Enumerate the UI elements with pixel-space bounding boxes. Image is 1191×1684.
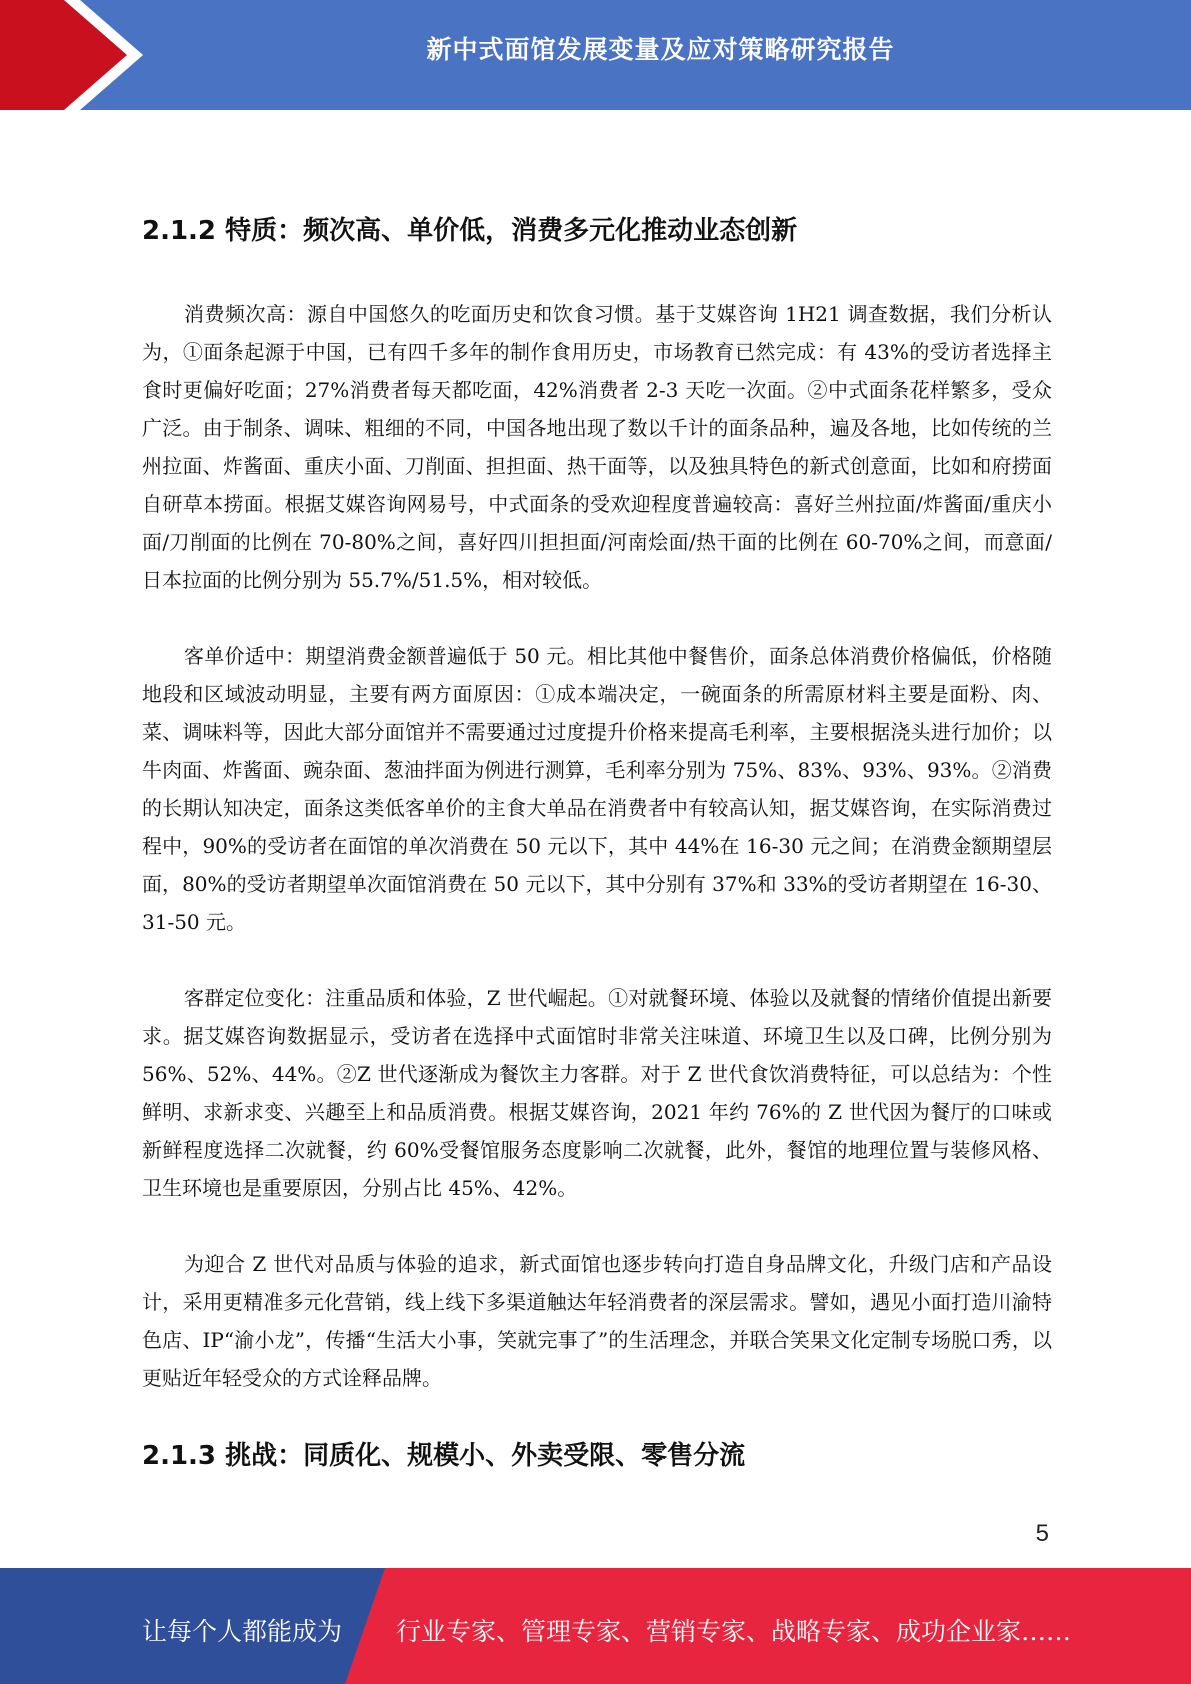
section-heading-2-1-2: 2.1.2 特质：频次高、单价低，消费多元化推动业态创新	[142, 216, 798, 246]
footer-banner	[0, 1568, 1191, 1684]
paragraph-average-price: 客单价适中：期望消费金额普遍低于 50 元。相比其他中餐售价，面条总体消费价格偏低，价格随地段和区域波动明显，主要有两方面原因：①成本端决定，一碗面条的所需原材料主要是面粉、肉、菜、调味料等，因此大部分面馆并不需要通过过度提升价格来提高毛利率，主要根据浇头进行加价；以牛肉面、炸酱面、豌杂面、葱油拌面为例进行测算，毛利率分别为 75%、83%、93%、93%。②消费的长期认知决定，面条这类低客单价的主食大单品在消费者中有较高认知，据艾媒咨询，在实际消费过程中，90%的受访者在面馆的单次消费在 50 元以下，其中 44%在 16-30 元之间；在消费金额期望层面，80%的受访者期望单次面馆消费在 50 元以下，其中分别有 37%和 33%的受访者期望在 16-30、31-50 元。	[142, 644, 1052, 934]
paragraph-brand-culture: 为迎合 Z 世代对品质与体验的追求，新式面馆也逐步转向打造自身品牌文化，升级门店和产品设计，采用更精准多元化营销，线上线下多渠道触达年轻消费者的深层需求。譬如，遇见小面打造川渝特色店、IP“渝小龙”，传播“生活大小事，笑就完事了”的生活理念，并联合笑果文化定制专场脱口秀，以更贴近年轻受众的方式诠释品牌。	[142, 1252, 1052, 1390]
footer-slogan-right: 行业专家、管理专家、营销专家、战略专家、成功企业家……	[396, 1617, 1072, 1646]
header-red-chevron	[0, 0, 150, 110]
paragraph-customer-positioning: 客群定位变化：注重品质和体验，Z 世代崛起。①对就餐环境、体验以及就餐的情绪价值提出新要求。据艾媒咨询数据显示，受访者在选择中式面馆时非常关注味道、环境卫生以及口碑，比例分别为 56%、52%、44%。②Z 世代逐渐成为餐饮主力客群。对于 Z 世代食饮消费特征，可以总结为：个性鲜明、求新求变、兴趣至上和品质消费。根据艾媒咨询，2021 年约 76%的 Z 世代因为餐厅的口味或新鲜程度选择二次就餐，约 60%受餐馆服务态度影响二次就餐，此外，餐馆的地理位置与装修风格、卫生环境也是重要原因，分别占比 45%、42%。	[142, 986, 1052, 1200]
footer-slogan-left: 让每个人都能成为	[142, 1617, 343, 1646]
report-content	[142, 200, 1052, 1472]
section-heading-2-1-3: 2.1.3 挑战：同质化、规模小、外卖受限、零售分流	[142, 1441, 746, 1471]
header-title: 新中式面馆发展变量及应对策略研究报告	[426, 35, 895, 64]
paragraph-consumption-frequency: 消费频次高：源自中国悠久的吃面历史和饮食习惯。基于艾媒咨询 1H21 调查数据，我们分析认为，①面条起源于中国，已有四千多年的制作食用历史，市场教育已然完成：有 43%的受访者选择主食时更偏好吃面；27%消费者每天都吃面，42%消费者 2-3 天吃一次面。②中式面条花样繁多，受众广泛。由于制条、调味、粗细的不同，中国各地出现了数以千计的面条品种，遍及各地，比如传统的兰州拉面、炸酱面、重庆小面、刀削面、担担面、热干面等，以及独具特色的新式创意面，比如和府捞面自研草本捞面。根据艾媒咨询网易号，中式面条的受欢迎程度普遍较高：喜好兰州拉面/炸酱面/重庆小面/刀削面的比例在 70-80%之间，喜好四川担担面/河南烩面/热干面的比例在 60-70%之间，而意面/日本拉面的比例分别为 55.7%/51.5%，相对较低。	[142, 302, 1052, 592]
header-bar	[0, 0, 1191, 110]
page-number: 5	[1035, 1520, 1049, 1547]
